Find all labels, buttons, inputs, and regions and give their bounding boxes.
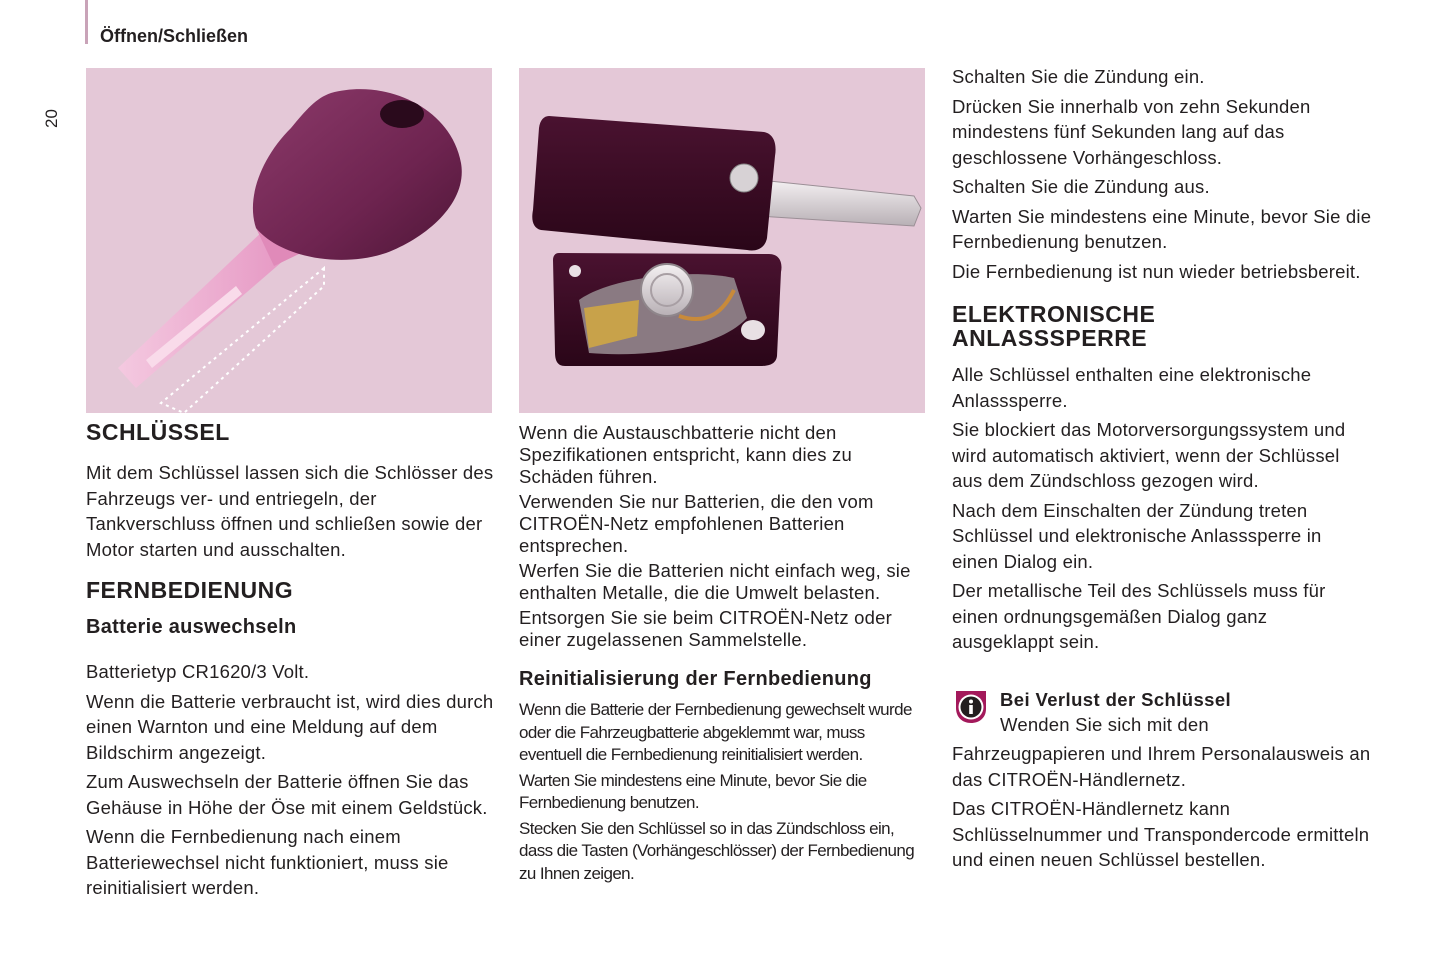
key-figure	[86, 68, 492, 413]
key-head	[253, 89, 462, 260]
step-5: Die Fernbedienung ist nun wieder betriebsbereit.	[952, 260, 1361, 282]
batterie-p4: Wenn die Fernbedienung nach einem Batteriewechsel nicht funktioniert, muss sie reinitialisiert werden.	[86, 826, 449, 898]
imm-p4: Der metallische Teil des Schlüssels muss für einen ordnungsgemäßen Dialog ganz ausgeklappt sein.	[952, 580, 1326, 652]
info-box	[952, 687, 1372, 742]
step-1: Schalten Sie die Zündung ein.	[952, 66, 1205, 87]
info-p2: Das CITROËN-Händlernetz kann Schlüsselnummer und Transpondercode ermitteln und einen neuen Schlüssel bestellen.	[952, 798, 1370, 870]
batterie-p2: Wenn die Batterie verbraucht ist, wird dies durch einen Warnton und eine Meldung auf dem Bildschirm angezeigt.	[86, 690, 494, 763]
step-4: Warten Sie mindestens eine Minute, bevor Sie die Fernbedienung benutzen.	[952, 205, 1372, 252]
imm-p2: Sie blockiert das Motorversorgungssystem und wird automatisch aktiviert, wenn der Schlüssel aus dem Zündschloss gezogen wird.	[952, 419, 1346, 491]
remote-pivot	[730, 164, 758, 192]
warn-p1: Wenn die Austauschbatterie nicht den Spezifikationen entspricht, kann dies zu Schäden führen.	[519, 422, 852, 487]
key-ring-hole	[380, 100, 424, 128]
heading-anlasssperre-line2: ANLASSSPERRE	[952, 325, 1148, 351]
header-accent-bar	[85, 0, 88, 44]
column-1	[86, 420, 496, 905]
remote-key-blade	[759, 180, 921, 226]
remote-eyelet	[569, 265, 581, 277]
info-title: Bei Verlust der Schlüssel	[1000, 688, 1232, 710]
imm-p1: Alle Schlüssel enthalten eine elektronische Anlasssperre.	[952, 364, 1312, 411]
warn-p4: Entsorgen Sie sie beim CITROËN-Netz oder einer zugelassenen Sammelstelle.	[519, 607, 892, 650]
imm-p3: Nach dem Einschalten der Zündung treten Schlüssel und elektronische Anlasssperre in einen Dialog ein.	[952, 499, 1322, 572]
info-line1: Wenden Sie sich mit den	[1000, 713, 1209, 735]
heading-fernbedienung: FERNBEDIENUNG	[86, 577, 294, 603]
reinit-r2: Warten Sie mindestens eine Minute, bevor Sie die Fernbedienung benutzen.	[519, 770, 867, 812]
step-3: Schalten Sie die Zündung aus.	[952, 176, 1210, 197]
reinit-r3: Stecken Sie den Schlüssel so in das Zündschloss ein, dass die Tasten (Vorhängeschlösser) der Fernbedienung zu Ihnen zeigen.	[519, 818, 915, 883]
car-key-illustration	[86, 68, 492, 413]
remote-battery-illustration	[519, 68, 925, 413]
warn-p3: Werfen Sie die Batterien nicht einfach weg, sie enthalten Metalle, die die Umwelt belasten.	[519, 560, 911, 603]
batterie-p1: Batterietyp CR1620/3 Volt.	[86, 661, 310, 682]
heading-anlasssperre-line1: ELEKTRONISCHE	[952, 301, 1156, 327]
heading-batterie-auswechseln: Batterie auswechseln	[86, 616, 297, 638]
step-2: Drücken Sie innerhalb von zehn Sekunden mindestens fünf Sekunden lang auf das geschlossene Vorhängeschloss.	[952, 95, 1311, 168]
column-2	[519, 422, 929, 888]
batterie-p3: Zum Auswechseln der Batterie öffnen Sie das Gehäuse in Höhe der Öse mit einem Geldstück.	[86, 771, 488, 818]
coin-battery	[641, 264, 693, 316]
column-3	[952, 64, 1372, 877]
section-header: Öffnen/Schließen	[100, 26, 249, 46]
page-number: 20	[42, 109, 61, 128]
warn-p2: Verwenden Sie nur Batterien, die den vom CITROËN-Netz empfohlenen Batterien entsprechen.	[519, 491, 874, 556]
remote-figure	[519, 68, 925, 413]
schluessel-text: Mit dem Schlüssel lassen sich die Schlösser des Fahrzeugs ver- und entriegeln, der Tankverschluss öffnen und schließen sowie der Motor starten und ausschalten.	[86, 462, 494, 560]
heading-schluessel: SCHLÜSSEL	[86, 419, 230, 445]
info-icon	[952, 687, 990, 725]
remote-key-ring-hole	[741, 320, 765, 340]
reinit-r1: Wenn die Batterie der Fernbedienung gewechselt wurde oder die Fahrzeugbatterie abgeklemmt war, muss eventuell die Fernbedienung reinitialisiert werden.	[519, 700, 912, 764]
heading-reinitialisierung: Reinitialisierung der Fernbedienung	[519, 668, 872, 690]
info-p1-rest: Fahrzeugpapieren und Ihrem Personalausweis an das CITROËN-Händlernetz.	[952, 743, 1371, 790]
